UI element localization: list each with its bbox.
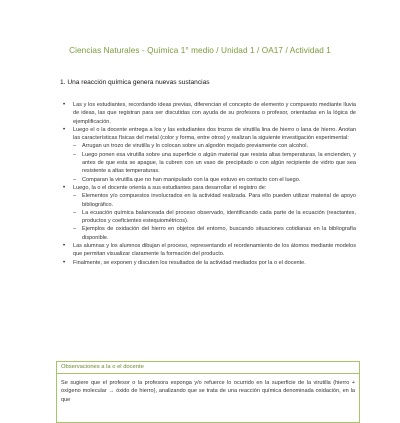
bullet-item: • Luego el o la docente entrega a los y las estudiantes dos trozos de virutilla lina de hierro o lana de hierro. Anotan las características físicas del metal (color y forma, entre otros) y realizan la siguiente investigación experimental:	[60, 126, 356, 143]
breadcrumb: Ciencias Naturales - Química 1° medio / Unidad 1 / OA17 / Actividad 1	[69, 46, 331, 55]
sub-item: – Elementos y/o compuestos involucrados en la actividad realizada. Para ello pueden utilizar material de apoyo bibliográfico.	[60, 192, 356, 209]
sub-item: – La ecuación química balanceada del proceso observado, identificando cada parte de la ecuación (reactantes, productos y coeficientes estequiométricos).	[60, 209, 356, 226]
section-title: 1. Una reacción química genera nuevas sustancias	[60, 79, 210, 86]
sub-item: – Comparan la virutilla que no han manipulado con la que estuvo en contacto con el luego.	[60, 176, 356, 184]
observaciones-text: Se sugiere que el profesor o la profesora exponga y/o refuerce lo ocurrido en la superficie de la virutilla (hierro + oxígeno molecular → óxido de hierro), analizando que se trata de una reacción química denominada oxidación, en la que	[61, 380, 355, 403]
observaciones-title: Observaciones a la o el docente	[57, 362, 359, 374]
bullet-item: • Finalmente, se exponen y discuten los resultados de la actividad mediados por la o el docente.	[60, 259, 356, 267]
sub-item: – Arrugan un trozo de virutilla y lo colocan sobre un algodón mojado previamente con alcohol.	[60, 142, 356, 150]
bullet-item: • Las y los estudiantes, recordando ideas previas, diferencian el concepto de elemento y compuesto mediante lluvia de ideas, las que registran para ser discutidas con ayuda de su profesora o profesor, orientadas en la lógica de ejemplificación.	[60, 101, 356, 126]
sub-item: – Ejemplos de oxidación del hierro en objetos del entorno, buscando situaciones cotidianas en la bibliografía disponible.	[60, 225, 356, 242]
observaciones-box	[56, 361, 360, 423]
bullet-item: • Luego, la o el docente orienta a sus estudiantes para desarrollar el registro de:	[60, 184, 356, 192]
activity-content	[60, 101, 356, 267]
bullet-item: • Las alumnas y los alumnos dibujan el proceso, representando el reordenamiento de los átomos mediante modelos que permitan visualizar claramente la formación del producto.	[60, 242, 356, 259]
sub-item: – Luego ponen esa virutilla sobre una superficie o algún material que resista altas temperaturas, la encienden, y antes de que esta se apague, la cubren con un vaso de precipitado o con algún recipiente de vidrio que sea resistente a altas temperaturas.	[60, 151, 356, 176]
